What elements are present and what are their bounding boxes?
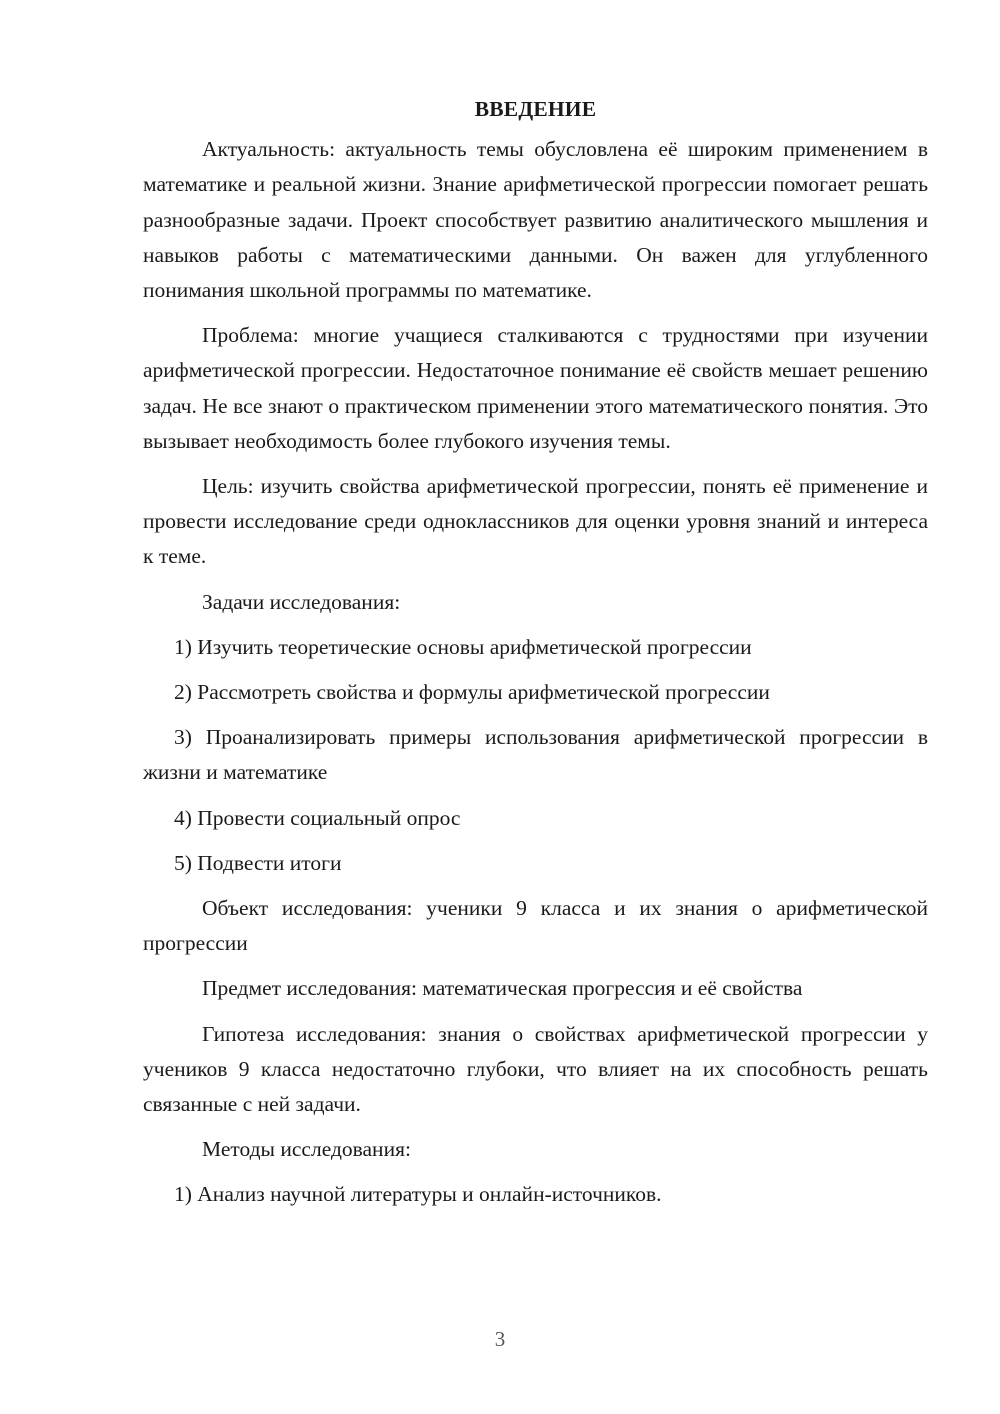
subject-paragraph: Предмет исследования: математическая прогрессия и её свойства: [202, 976, 803, 1001]
problem-paragraph: Проблема: многие учащиеся сталкиваются с трудностями при изучении арифметической прогрессии. Недостаточное понимание её свойств мешает решению задач. Не все знают о практическом применении этого математического понятия. Это вызывает необходимость более глубокого изучения темы.: [143, 323, 928, 453]
relevance-paragraph: Актуальность: актуальность темы обусловлена её широким применением в математике и реальной жизни. Знание арифметической прогрессии помогает решать разнообразные задачи. Проект способствует развитию аналитического мышления и навыков работы с математическими данными. Он важен для углубленного понимания школьной программы по математике.: [143, 137, 928, 303]
task-item: 5) Подвести итоги: [174, 850, 342, 875]
task-item: 3) Проанализировать примеры использования арифметической прогрессии в жизни и математике: [143, 725, 928, 785]
tasks-heading: Задачи исследования:: [202, 589, 401, 614]
document-page: [143, 92, 928, 1223]
methods-heading: Методы исследования:: [202, 1137, 411, 1162]
task-item: 4) Провести социальный опрос: [174, 805, 461, 830]
hypothesis-paragraph: Гипотеза исследования: знания о свойствах арифметической прогрессии у учеников 9 класса недостаточно глубоки, что влияет на их способность решать связанные с ней задачи.: [143, 1021, 928, 1117]
section-title: ВВЕДЕНИЕ: [474, 97, 597, 121]
task-item: 2) Рассмотреть свойства и формулы арифметической прогрессии: [174, 680, 770, 705]
method-item: 1) Анализ научной литературы и онлайн-источников.: [174, 1182, 662, 1207]
page-number: 3: [494, 1327, 506, 1351]
object-paragraph: Объект исследования: ученики 9 класса и их знания о арифметической прогрессии: [143, 896, 928, 956]
task-item: 1) Изучить теоретические основы арифметической прогрессии: [174, 634, 752, 659]
goal-paragraph: Цель: изучить свойства арифметической прогрессии, понять её применение и провести исследование среди одноклассников для оценки уровня знаний и интереса к теме.: [143, 474, 928, 569]
